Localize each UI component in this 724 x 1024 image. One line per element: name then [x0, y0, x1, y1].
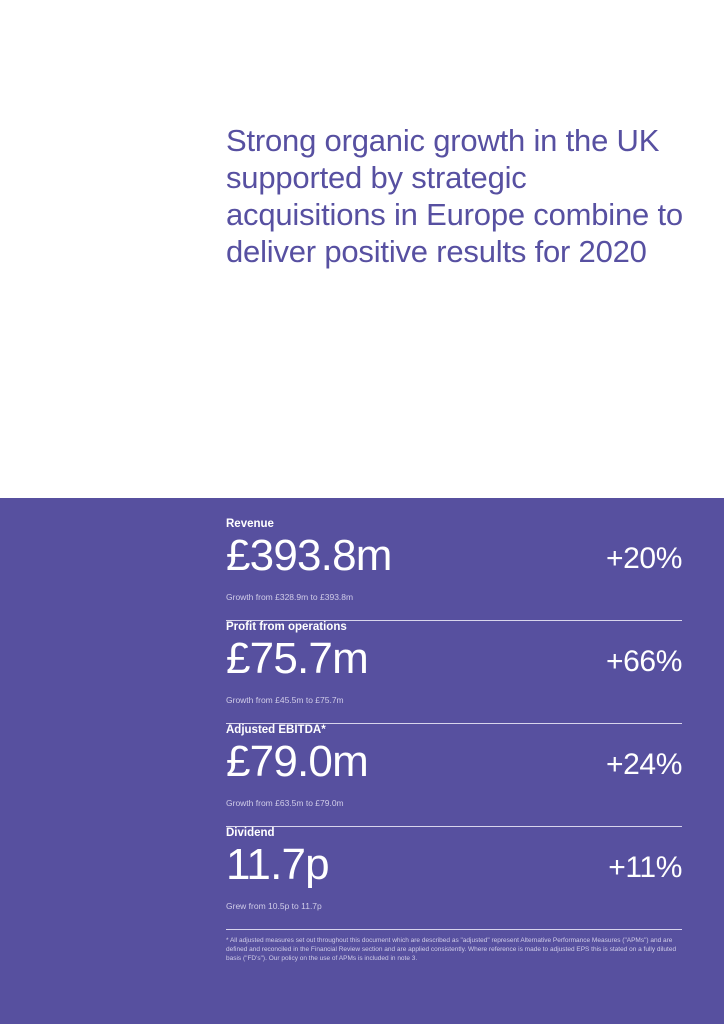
metric-note: Growth from £328.9m to £393.8m — [226, 592, 354, 602]
metric-label: Revenue — [226, 518, 274, 530]
metric-note: Grew from 10.5p to 11.7p — [226, 901, 322, 911]
metric-label: Dividend — [226, 827, 275, 839]
metric-value: 11.7p — [226, 840, 329, 889]
metric-note: Growth from £63.5m to £79.0m — [226, 798, 344, 808]
metric-value: £393.8m — [226, 531, 392, 580]
divider — [226, 929, 682, 930]
metric-change: +11% — [608, 851, 682, 884]
metric-change: +66% — [606, 645, 682, 678]
metric-value: £79.0m — [226, 737, 368, 786]
metric-dividend — [226, 826, 682, 930]
metric-label: Profit from operations — [226, 621, 347, 633]
metric-value: £75.7m — [226, 634, 368, 683]
metric-adjusted-ebitda — [226, 723, 682, 827]
metric-revenue — [226, 517, 682, 621]
footnote: * All adjusted measures set out throughout this document which are described as "adjusted" represent Alternative Performance Measures ("APMs") and are defined and reconciled in the Financial Review section and are applied consistently. Where reference is made to adjusted EPS this is stated on a fully diluted basis ("FD's"). Our policy on the use of APMs is included in note 3. — [226, 937, 677, 962]
metric-change: +20% — [606, 542, 682, 575]
metric-label: Adjusted EBITDA* — [226, 724, 326, 736]
metric-profit-from-operations — [226, 620, 682, 724]
metric-change: +24% — [606, 748, 682, 781]
metric-note: Growth from £45.5m to £75.7m — [226, 695, 344, 705]
headline: Strong organic growth in the UK supported by strategic acquisitions in Europe combine to deliver positive results for 2020 — [226, 123, 683, 269]
